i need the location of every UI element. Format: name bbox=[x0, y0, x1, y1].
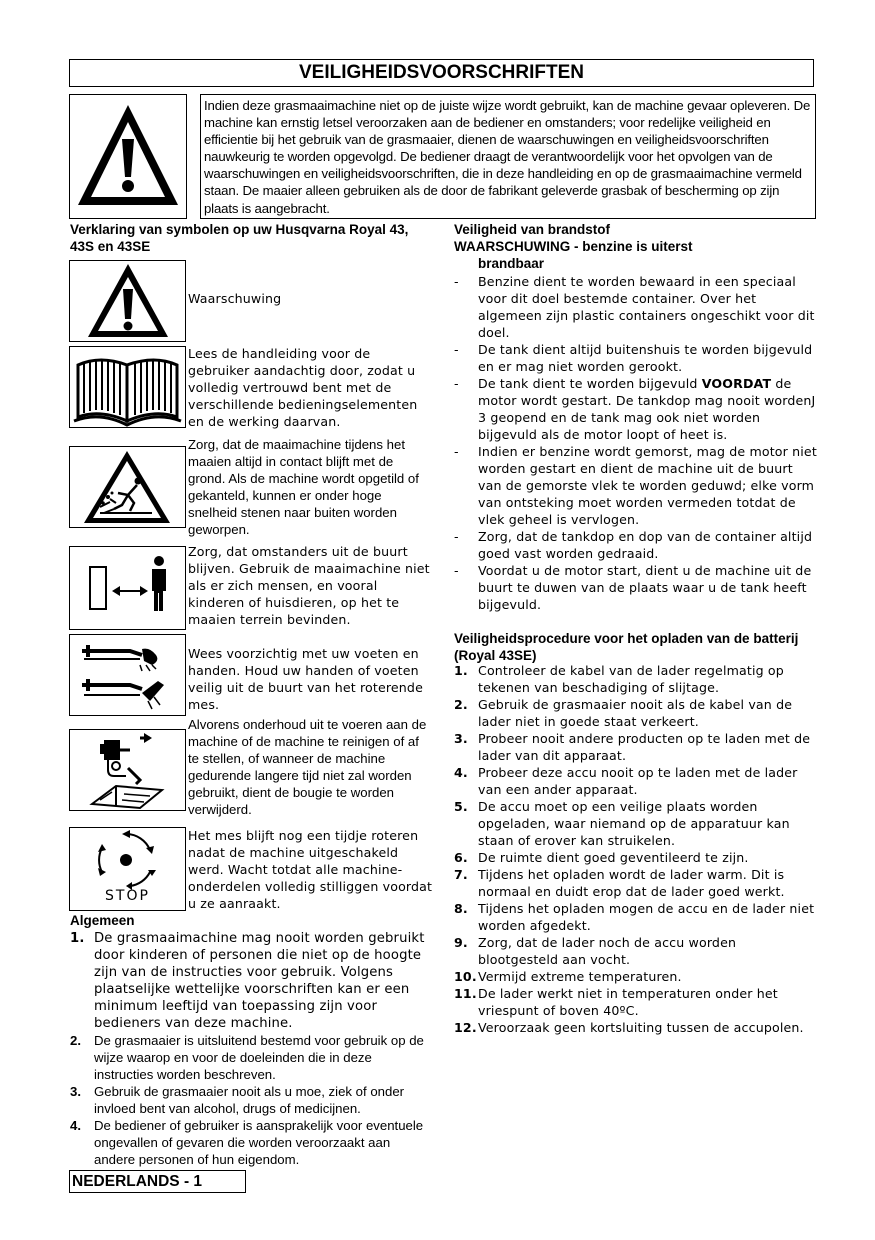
fuel-heading: Veiligheid van brandstof bbox=[454, 222, 611, 237]
page-title: VEILIGHEIDSVOORSCHRIFTEN bbox=[69, 59, 814, 87]
symbol-text-maintenance: Alvorens onderhoud uit te voeren aan de machine of de machine te reinigen of af te stellen, of wanneer de machine gedurende langere tijd niet zal worden gebruikt, dient de bougie te worden verwijderd. bbox=[188, 717, 427, 817]
list-item: - Zorg, dat de tankdop en dop van de container altijd goed vast worden gedraaid. bbox=[454, 529, 813, 561]
list-item: 11. De lader werkt niet in temperaturen onder het vriespunt of boven 40ºC. bbox=[454, 986, 778, 1018]
symbol-text-blade-stop: Het mes blijft nog een tijdje roteren nadat de machine uitgeschakeld werd. Wacht totdat alle machine-onderdelen volledig stilliggen voordat u ze aanraakt. bbox=[188, 828, 433, 911]
list-item: 4. De bediener of gebruiker is aansprakelijk voor eventuele ongevallen of gevaren die worden veroorzaakt aan andere personen of hun eigendom. bbox=[70, 1118, 424, 1167]
list-item: 4. Probeer deze accu nooit op te laden met de lader van een ander apparaat. bbox=[454, 765, 798, 797]
blade-hand-foot-icon bbox=[69, 634, 186, 716]
open-book-icon bbox=[69, 346, 186, 428]
list-item: - Benzine dient te worden bewaard in een speciaal voor dit doel bestemde container. Over het algemeen zijn plastic containers ongeschikt voor dit doel. bbox=[454, 274, 815, 340]
list-item: 2. De grasmaaier is uitsluitend bestemd voor gebruik op de wijze waarop en voor de doeleinden die in deze instructies worden beschreven. bbox=[70, 1033, 424, 1082]
stop-label: STOP bbox=[105, 888, 150, 904]
list-item: 12. Veroorzaak geen kortsluiting tussen de accupolen. bbox=[454, 1020, 804, 1035]
warning-triangle-icon bbox=[69, 260, 186, 342]
battery-list bbox=[454, 662, 820, 1036]
symbol-text-bystanders: Zorg, dat omstanders uit de buurt blijven. Gebruik de maaimachine niet als er zich mensen, en vooral kinderen of huisdieren, op het te maaien terrein bevinden. bbox=[188, 544, 430, 627]
list-item: 10. Vermijd extreme temperaturen. bbox=[454, 969, 682, 984]
list-item: 5. De accu moet op een veilige plaats worden opgeladen, waar niemand op de apparatuur kan staan of erover kan struikelen. bbox=[454, 799, 790, 848]
battery-heading: Veiligheidsprocedure voor het opladen van de batterij (Royal 43SE) bbox=[454, 631, 799, 663]
symbol-text-warning: Waarschuwing bbox=[188, 291, 282, 306]
list-item: 2. Gebruik de grasmaaier nooit als de kabel van de lader niet in goede staat verkeert. bbox=[454, 697, 793, 729]
list-item: 9. Zorg, dat de lader noch de accu worden blootgesteld aan vocht. bbox=[454, 935, 737, 967]
list-item: 8. Tijdens het opladen mogen de accu en de lader niet worden afgedekt. bbox=[454, 901, 815, 933]
symbol-text-hands-feet: Wees voorzichtig met uw voeten en handen. Houd uw handen of voeten veilig uit de buurt van het roterende mes. bbox=[188, 646, 423, 712]
list-item: 1. Controleer de kabel van de lader regelmatig op tekenen van beschadiging of slijtage. bbox=[454, 663, 784, 695]
list-item: - Indien er benzine wordt gemorst, mag de motor niet worden gestart en dient de machine uit de buurt van de gemorste vlek te worden geduwd; elke vorm van ontsteking moet worden vermeden totdat de vlek geheel is vervlogen. bbox=[454, 444, 817, 527]
list-item: 6. De ruimte dient goed geventileerd te zijn. bbox=[454, 850, 749, 865]
thrown-objects-icon bbox=[69, 446, 186, 528]
symbol-text-manual: Lees de handleiding voor de gebruiker aandachtig door, zodat u volledig vertrouwd bent met de verschillende bedieningselementen en de werking daarvan. bbox=[188, 346, 418, 429]
warning-triangle-icon bbox=[69, 94, 187, 219]
spark-plug-maintenance-icon bbox=[69, 729, 186, 811]
fuel-warning-line1: WAARSCHUWING - benzine is uiterst bbox=[454, 239, 693, 254]
list-item: - Voordat u de motor start, dient u de machine uit de buurt te duwen van de plaats waar u de tank heeft bijgevuld. bbox=[454, 563, 812, 612]
list-item: 3. Gebruik de grasmaaier nooit als u moe, ziek of onder invloed bent van alcohol, drugs of medicijnen. bbox=[70, 1084, 405, 1116]
list-item: - De tank dient te worden bijgevuld VOORDAT de motor wordt gestart. De tankdop mag nooit wordenJ 3 geopend en de tank mag ook niet worden bijgevuld als de motor loopt of heet is. bbox=[454, 376, 816, 442]
symbol-text-ground-contact: Zorg, dat de maaimachine tijdens het maaien altijd in contact blijft met de grond. Als de machine wordt opgetild of gekanteld, kunnen er onder hoge snelheid stenen naar buiten worden geworpen. bbox=[188, 437, 419, 537]
fuel-warning-line2: brandbaar bbox=[478, 256, 545, 271]
fuel-list bbox=[454, 273, 820, 613]
list-item: - De tank dient altijd buitenshuis te worden bijgevuld en er mag niet worden gerookt. bbox=[454, 342, 813, 374]
list-item: 1. De grasmaaimachine mag nooit worden gebruikt door kinderen of personen die niet op de hoogte zijn van de instructies voor gebruik. Volgens plaatselijke wettelijke voorschriften kan er een minimum leeftijd van toepassing zijn voor bedieners van deze machine. bbox=[70, 931, 425, 1031]
general-list bbox=[70, 930, 432, 1168]
intro-warning-text: Indien deze grasmaaimachine niet op de juiste wijze wordt gebruikt, kan de machine gevaar opleveren. De machine kan ernstig letsel veroorzaken aan de bediener en omstanders; voor redelijke veiligheid en efficientie bij het gebruik van de grasmaaier, dienen de waarschuwingen en veiligheidsvoorschriften nauwkeurig te worden opgevolgd. De bediener draagt de verantwoordelijk voor het opvolgen van de waarschuwingen en veiligheidsvoorschriften, die in deze handleiding en op de grasmaaimachine vermeld staan. De maaier alleen gebruiken als de door de fabrikant geleverde grasbak of bescherming op zijn plaats is aangebracht. bbox=[200, 94, 816, 219]
general-heading: Algemeen bbox=[70, 913, 135, 928]
symbols-heading: Verklaring van symbolen op uw Husqvarna Royal 43, 43S en 43SE bbox=[70, 222, 409, 254]
keep-distance-icon bbox=[69, 546, 186, 630]
list-item: 7. Tijdens het opladen wordt de lader warm. Dit is normaal en duidt erop dat de lader goed werkt. bbox=[454, 867, 785, 899]
list-item: 3. Probeer nooit andere producten op te laden met de lader van dit apparaat. bbox=[454, 731, 811, 763]
blade-stop-icon bbox=[69, 827, 186, 911]
page-footer: NEDERLANDS - 1 bbox=[69, 1170, 246, 1193]
